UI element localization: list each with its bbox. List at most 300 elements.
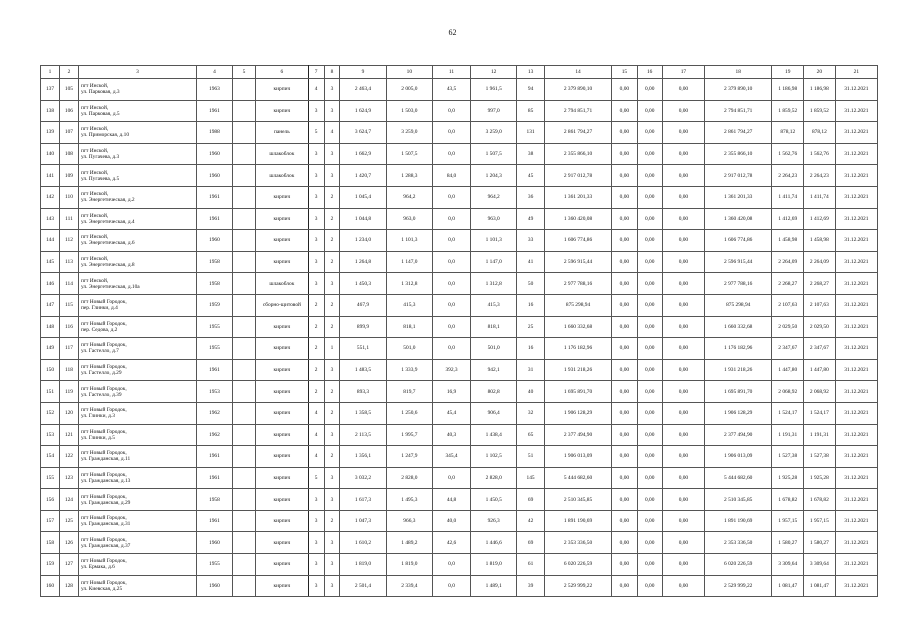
table-cell-col-5 (232, 510, 255, 532)
table-cell-col-20: 1 859,52 (804, 100, 836, 122)
table-cell-col-1: 144 (41, 230, 60, 252)
table-cell-col-16: 0,00 (637, 467, 662, 489)
table-cell-col-7: 3 (308, 273, 324, 295)
table-cell-col-20: 1 527,38 (804, 446, 836, 468)
table-cell-col-3: пгт Новый Городок, пер. Седова, д.2 (78, 316, 196, 338)
table-cell-col-4: 1963 (197, 79, 233, 101)
table-cell-col-19: 878,12 (772, 122, 804, 144)
table-cell-col-16: 0,00 (637, 100, 662, 122)
table-row (41, 316, 878, 338)
table-cell-col-20: 1 447,80 (804, 359, 836, 381)
table-cell-col-9: 551,1 (340, 338, 386, 360)
table-cell-col-19: 2 068,92 (772, 381, 804, 403)
table-cell-col-6: кирпич (256, 230, 309, 252)
table-cell-col-9: 3 624,7 (340, 122, 386, 144)
table-cell-col-5 (232, 273, 255, 295)
table-cell-col-7: 3 (308, 230, 324, 252)
table-cell-col-2: 126 (59, 532, 78, 554)
table-cell-col-14: 2 355 866,10 (544, 143, 611, 165)
table-cell-col-13: 41 (517, 251, 544, 273)
table-cell-col-6: кирпич (256, 316, 309, 338)
table-cell-col-12: 942,1 (471, 359, 517, 381)
table-cell-col-6: кирпич (256, 402, 309, 424)
table-cell-col-3: пгт Новый Городок, ул. Гражданская, д.11 (78, 446, 196, 468)
table-cell-col-11: 0,0 (433, 100, 471, 122)
table-cell-col-4: 1960 (197, 230, 233, 252)
table-cell-col-13: 61 (517, 554, 544, 576)
table-cell-col-8: 3 (324, 165, 340, 187)
table-cell-col-3: пгт Новый Городок, ул. Гражданская, д.29 (78, 489, 196, 511)
table-cell-col-10: 1 995,7 (386, 424, 432, 446)
table-cell-col-15: 0,00 (612, 575, 637, 597)
table-cell-col-17: 0,00 (662, 510, 704, 532)
table-cell-col-12: 1 819,0 (471, 554, 517, 576)
table-cell-col-20: 1 562,76 (804, 143, 836, 165)
table-cell-col-14: 6 020 226,59 (544, 554, 611, 576)
table-cell-col-8: 2 (324, 316, 340, 338)
table-cell-col-9: 1 045,4 (340, 186, 386, 208)
table-cell-col-15: 0,00 (612, 424, 637, 446)
table-cell-col-7: 3 (308, 165, 324, 187)
table-cell-col-11: 0,0 (433, 143, 471, 165)
table-cell-col-16: 0,00 (637, 143, 662, 165)
table-cell-col-17: 0,00 (662, 489, 704, 511)
table-cell-col-13: 31 (517, 359, 544, 381)
table-cell-col-21: 31.12.2021 (835, 554, 877, 576)
table-cell-col-8: 3 (324, 359, 340, 381)
table-cell-col-11: 345,4 (433, 446, 471, 468)
table-cell-col-1: 151 (41, 381, 60, 403)
table-cell-col-1: 158 (41, 532, 60, 554)
table-cell-col-4: 1961 (197, 186, 233, 208)
table-cell-col-2: 110 (59, 186, 78, 208)
table-cell-col-15: 0,00 (612, 489, 637, 511)
table-cell-col-12: 1 489,1 (471, 575, 517, 597)
table-cell-col-20: 878,12 (804, 122, 836, 144)
table-cell-col-11: 0,0 (433, 554, 471, 576)
table-cell-col-12: 1 102,5 (471, 446, 517, 468)
table-cell-col-7: 2 (308, 381, 324, 403)
table-cell-col-1: 146 (41, 273, 60, 295)
table-cell-col-14: 875 298,94 (544, 294, 611, 316)
table-cell-col-7: 2 (308, 359, 324, 381)
table-cell-col-21: 31.12.2021 (835, 316, 877, 338)
table-cell-col-8: 3 (324, 532, 340, 554)
table-cell-col-14: 2 794 851,71 (544, 100, 611, 122)
column-header-1: 1 (41, 66, 60, 79)
table-cell-col-10: 1 495,3 (386, 489, 432, 511)
table-cell-col-6: шлакоблок (256, 273, 309, 295)
table-cell-col-6: кирпич (256, 381, 309, 403)
table-cell-col-12: 1 204,3 (471, 165, 517, 187)
table-row (41, 230, 878, 252)
table-cell-col-13: 36 (517, 186, 544, 208)
table-cell-col-20: 2 029,50 (804, 316, 836, 338)
table-cell-col-9: 2 463,4 (340, 79, 386, 101)
table-cell-col-9: 1 358,5 (340, 402, 386, 424)
table-cell-col-2: 113 (59, 251, 78, 273)
table-cell-col-5 (232, 186, 255, 208)
table-cell-col-20: 1 580,27 (804, 532, 836, 554)
table-cell-col-16: 0,00 (637, 554, 662, 576)
table-cell-col-15: 0,00 (612, 446, 637, 468)
table-cell-col-10: 2 005,0 (386, 79, 432, 101)
table-cell-col-13: 49 (517, 208, 544, 230)
table-row (41, 338, 878, 360)
table-cell-col-9: 1 356,1 (340, 446, 386, 468)
table-cell-col-2: 128 (59, 575, 78, 597)
table-cell-col-11: 0,0 (433, 208, 471, 230)
table-cell-col-3: пгт Инской, ул. Энергетическая, д.2 (78, 186, 196, 208)
table-cell-col-12: 802,8 (471, 381, 517, 403)
table-cell-col-18: 1 906 128,29 (704, 402, 771, 424)
table-cell-col-21: 31.12.2021 (835, 143, 877, 165)
column-header-3: 3 (78, 66, 196, 79)
table-cell-col-13: 40 (517, 381, 544, 403)
table-cell-col-7: 3 (308, 208, 324, 230)
column-header-14: 14 (544, 66, 611, 79)
table-cell-col-13: 33 (517, 230, 544, 252)
table-cell-col-21: 31.12.2021 (835, 208, 877, 230)
table-cell-col-16: 0,00 (637, 122, 662, 144)
table-cell-col-15: 0,00 (612, 381, 637, 403)
table-cell-col-19: 1 562,76 (772, 143, 804, 165)
table-cell-col-13: 38 (517, 143, 544, 165)
table-cell-col-9: 1 483,5 (340, 359, 386, 381)
table-cell-col-17: 0,00 (662, 402, 704, 424)
table-cell-col-1: 140 (41, 143, 60, 165)
table-cell-col-19: 2 029,50 (772, 316, 804, 338)
table-cell-col-2: 119 (59, 381, 78, 403)
table-cell-col-10: 501,0 (386, 338, 432, 360)
table-cell-col-18: 2 355 866,10 (704, 143, 771, 165)
table-cell-col-11: 40,3 (433, 424, 471, 446)
table-cell-col-7: 3 (308, 532, 324, 554)
table-cell-col-10: 963,0 (386, 208, 432, 230)
table-cell-col-1: 155 (41, 467, 60, 489)
table-cell-col-11: 43,5 (433, 79, 471, 101)
table-cell-col-2: 107 (59, 122, 78, 144)
table-cell-col-10: 964,2 (386, 186, 432, 208)
table-cell-col-18: 2 794 851,71 (704, 100, 771, 122)
table-cell-col-20: 1 191,31 (804, 424, 836, 446)
table-cell-col-20: 1 411,74 (804, 186, 836, 208)
table-cell-col-5 (232, 230, 255, 252)
table-cell-col-20: 2 264,23 (804, 165, 836, 187)
table-cell-col-17: 0,00 (662, 165, 704, 187)
table-cell-col-4: 1961 (197, 467, 233, 489)
table-cell-col-13: 16 (517, 338, 544, 360)
table-cell-col-7: 3 (308, 143, 324, 165)
table-cell-col-5 (232, 467, 255, 489)
table-cell-col-3: пгт Инской, ул. Энергетическая, д.8 (78, 251, 196, 273)
table-cell-col-6: кирпич (256, 359, 309, 381)
table-cell-col-21: 31.12.2021 (835, 402, 877, 424)
table-cell-col-11: 0,0 (433, 230, 471, 252)
header-row (41, 66, 878, 79)
table-row (41, 273, 878, 295)
table-cell-col-19: 1 678,82 (772, 489, 804, 511)
table-cell-col-10: 1 507,5 (386, 143, 432, 165)
table-cell-col-14: 2 977 788,16 (544, 273, 611, 295)
table-cell-col-18: 875 298,94 (704, 294, 771, 316)
table-cell-col-8: 2 (324, 381, 340, 403)
table-cell-col-12: 964,2 (471, 186, 517, 208)
table-cell-col-21: 31.12.2021 (835, 381, 877, 403)
column-header-15: 15 (612, 66, 637, 79)
table-cell-col-19: 3 309,64 (772, 554, 804, 576)
table-cell-col-5 (232, 165, 255, 187)
table-cell-col-4: 1958 (197, 273, 233, 295)
table-row (41, 467, 878, 489)
column-header-13: 13 (517, 66, 544, 79)
table-cell-col-17: 0,00 (662, 554, 704, 576)
table-cell-col-9: 1 617,3 (340, 489, 386, 511)
table-cell-col-1: 139 (41, 122, 60, 144)
table-cell-col-19: 2 268,27 (772, 273, 804, 295)
table-cell-col-7: 3 (308, 186, 324, 208)
table-cell-col-11: 0,0 (433, 294, 471, 316)
table-cell-col-8: 2 (324, 402, 340, 424)
table-cell-col-10: 966,3 (386, 510, 432, 532)
table-cell-col-17: 0,00 (662, 446, 704, 468)
table-cell-col-21: 31.12.2021 (835, 100, 877, 122)
column-header-6: 6 (256, 66, 309, 79)
table-cell-col-4: 1988 (197, 122, 233, 144)
table-row (41, 489, 878, 511)
table-cell-col-4: 1955 (197, 316, 233, 338)
table-cell-col-1: 157 (41, 510, 60, 532)
table-cell-col-5 (232, 316, 255, 338)
table-cell-col-9: 1 044,8 (340, 208, 386, 230)
table-cell-col-4: 1960 (197, 532, 233, 554)
table-cell-col-19: 1 957,15 (772, 510, 804, 532)
table-cell-col-6: кирпич (256, 79, 309, 101)
table-cell-col-17: 0,00 (662, 467, 704, 489)
table-cell-col-16: 0,00 (637, 251, 662, 273)
housing-register-table (40, 65, 878, 597)
table-cell-col-18: 1 891 190,69 (704, 510, 771, 532)
column-header-17: 17 (662, 66, 704, 79)
table-row (41, 402, 878, 424)
table-cell-col-11: 392,3 (433, 359, 471, 381)
table-cell-col-19: 1 412,69 (772, 208, 804, 230)
table-cell-col-18: 1 176 182,96 (704, 338, 771, 360)
table-cell-col-13: 51 (517, 446, 544, 468)
table-cell-col-2: 123 (59, 467, 78, 489)
table-cell-col-2: 127 (59, 554, 78, 576)
table-cell-col-20: 2 264,09 (804, 251, 836, 273)
table-cell-col-21: 31.12.2021 (835, 489, 877, 511)
table-cell-col-17: 0,00 (662, 381, 704, 403)
table-cell-col-17: 0,00 (662, 316, 704, 338)
table-cell-col-17: 0,00 (662, 273, 704, 295)
table-cell-col-9: 1 610,2 (340, 532, 386, 554)
table-cell-col-3: пгт Новый Городок, ул. Киевская, д.25 (78, 575, 196, 597)
table-cell-col-2: 111 (59, 208, 78, 230)
table-cell-col-5 (232, 208, 255, 230)
table-row (41, 554, 878, 576)
table-cell-col-5 (232, 424, 255, 446)
table-cell-col-1: 145 (41, 251, 60, 273)
table-cell-col-10: 1 250,6 (386, 402, 432, 424)
table-cell-col-14: 1 906 128,29 (544, 402, 611, 424)
table-cell-col-14: 1 906 013,09 (544, 446, 611, 468)
table-cell-col-12: 3 259,0 (471, 122, 517, 144)
table-cell-col-5 (232, 294, 255, 316)
column-header-11: 11 (433, 66, 471, 79)
table-cell-col-13: 25 (517, 316, 544, 338)
table-cell-col-8: 3 (324, 273, 340, 295)
table-cell-col-16: 0,00 (637, 510, 662, 532)
table-cell-col-18: 2 529 999,22 (704, 575, 771, 597)
table-cell-col-11: 40,0 (433, 510, 471, 532)
table-cell-col-11: 0,0 (433, 575, 471, 597)
table-cell-col-11: 16,9 (433, 381, 471, 403)
table-cell-col-4: 1961 (197, 208, 233, 230)
table-cell-col-10: 1 147,0 (386, 251, 432, 273)
table-cell-col-6: сборно-щитовой (256, 294, 309, 316)
table-cell-col-5 (232, 359, 255, 381)
table-cell-col-13: 45 (517, 165, 544, 187)
table-cell-col-5 (232, 143, 255, 165)
table-cell-col-17: 0,00 (662, 575, 704, 597)
table-cell-col-13: 145 (517, 467, 544, 489)
table-row (41, 532, 878, 554)
table-row (41, 424, 878, 446)
table-cell-col-11: 0,0 (433, 467, 471, 489)
table-cell-col-1: 141 (41, 165, 60, 187)
table-cell-col-8: 2 (324, 510, 340, 532)
table-cell-col-9: 1 819,0 (340, 554, 386, 576)
table-cell-col-5 (232, 489, 255, 511)
table-cell-col-2: 117 (59, 338, 78, 360)
table-cell-col-19: 2 264,09 (772, 251, 804, 273)
table-cell-col-21: 31.12.2021 (835, 338, 877, 360)
table-cell-col-2: 106 (59, 100, 78, 122)
table-cell-col-15: 0,00 (612, 186, 637, 208)
table-cell-col-19: 2 107,63 (772, 294, 804, 316)
table-cell-col-11: 45,4 (433, 402, 471, 424)
table-cell-col-7: 4 (308, 446, 324, 468)
table-row (41, 165, 878, 187)
table-cell-col-4: 1955 (197, 554, 233, 576)
table-cell-col-20: 1 186,98 (804, 79, 836, 101)
table-cell-col-17: 0,00 (662, 294, 704, 316)
table-cell-col-10: 2 828,0 (386, 467, 432, 489)
table-cell-col-4: 1961 (197, 359, 233, 381)
table-cell-col-21: 31.12.2021 (835, 359, 877, 381)
table-cell-col-18: 6 020 226,59 (704, 554, 771, 576)
table-cell-col-11: 44,8 (433, 489, 471, 511)
table-cell-col-16: 0,00 (637, 79, 662, 101)
table-cell-col-11: 0,0 (433, 338, 471, 360)
table-cell-col-1: 154 (41, 446, 60, 468)
table-cell-col-12: 2 828,0 (471, 467, 517, 489)
table-cell-col-14: 5 444 682,60 (544, 467, 611, 489)
table-cell-col-18: 2 379 890,10 (704, 79, 771, 101)
table-cell-col-20: 1 957,15 (804, 510, 836, 532)
table-cell-col-17: 0,00 (662, 424, 704, 446)
table-row (41, 251, 878, 273)
table-cell-col-15: 0,00 (612, 79, 637, 101)
table-cell-col-12: 501,0 (471, 338, 517, 360)
table-cell-col-16: 0,00 (637, 165, 662, 187)
table-cell-col-13: 42 (517, 510, 544, 532)
table-cell-col-11: 0,0 (433, 273, 471, 295)
table-cell-col-16: 0,00 (637, 446, 662, 468)
table-cell-col-18: 2 353 336,50 (704, 532, 771, 554)
table-cell-col-18: 2 861 794,27 (704, 122, 771, 144)
table-cell-col-9: 2 501,4 (340, 575, 386, 597)
table-cell-col-8: 3 (324, 100, 340, 122)
table-cell-col-14: 2 353 336,50 (544, 532, 611, 554)
table-cell-col-5 (232, 575, 255, 597)
table-cell-col-4: 1960 (197, 143, 233, 165)
table-cell-col-21: 31.12.2021 (835, 251, 877, 273)
table-cell-col-14: 2 529 999,22 (544, 575, 611, 597)
table-cell-col-8: 3 (324, 143, 340, 165)
table-cell-col-7: 4 (308, 424, 324, 446)
table-cell-col-1: 153 (41, 424, 60, 446)
table-cell-col-3: пгт Инской, ул. Парковая, д.5 (78, 100, 196, 122)
table-cell-col-21: 31.12.2021 (835, 273, 877, 295)
table-cell-col-2: 112 (59, 230, 78, 252)
table-cell-col-4: 1958 (197, 489, 233, 511)
table-cell-col-4: 1961 (197, 100, 233, 122)
table-cell-col-10: 1 288,3 (386, 165, 432, 187)
table-cell-col-14: 2 379 890,10 (544, 79, 611, 101)
table-row (41, 122, 878, 144)
table-cell-col-12: 997,0 (471, 100, 517, 122)
table-cell-col-9: 467,9 (340, 294, 386, 316)
table-cell-col-5 (232, 251, 255, 273)
table-cell-col-10: 1 247,9 (386, 446, 432, 468)
table-cell-col-6: кирпич (256, 532, 309, 554)
table-cell-col-6: кирпич (256, 467, 309, 489)
table-cell-col-13: 69 (517, 532, 544, 554)
table-cell-col-10: 819,7 (386, 381, 432, 403)
table-body (41, 79, 878, 597)
table-cell-col-18: 1 361 201,33 (704, 186, 771, 208)
table-cell-col-18: 1 931 218,26 (704, 359, 771, 381)
table-cell-col-8: 2 (324, 186, 340, 208)
table-cell-col-6: шлакоблок (256, 165, 309, 187)
table-cell-col-4: 1962 (197, 402, 233, 424)
table-cell-col-21: 31.12.2021 (835, 79, 877, 101)
table-cell-col-3: пгт Новый Городок, ул. Гастелло, д.29 (78, 359, 196, 381)
column-header-4: 4 (197, 66, 233, 79)
table-cell-col-3: пгт Инской, ул. Пугачева, д.5 (78, 165, 196, 187)
table-cell-col-15: 0,00 (612, 100, 637, 122)
table-cell-col-6: кирпич (256, 251, 309, 273)
table-cell-col-9: 899,9 (340, 316, 386, 338)
table-cell-col-3: пгт Инской, ул. Приморская, д.10 (78, 122, 196, 144)
table-cell-col-12: 1 446,6 (471, 532, 517, 554)
table-cell-col-7: 3 (308, 554, 324, 576)
table-cell-col-14: 2 861 794,27 (544, 122, 611, 144)
table-row (41, 359, 878, 381)
table-cell-col-11: 0,0 (433, 186, 471, 208)
table-cell-col-11: 0,0 (433, 122, 471, 144)
table-cell-col-15: 0,00 (612, 143, 637, 165)
table-cell-col-21: 31.12.2021 (835, 186, 877, 208)
column-header-20: 20 (804, 66, 836, 79)
table-cell-col-20: 1 081,47 (804, 575, 836, 597)
table-cell-col-3: пгт Новый Городок, ул. Гражданская, д.31 (78, 510, 196, 532)
column-header-10: 10 (386, 66, 432, 79)
table-cell-col-15: 0,00 (612, 165, 637, 187)
